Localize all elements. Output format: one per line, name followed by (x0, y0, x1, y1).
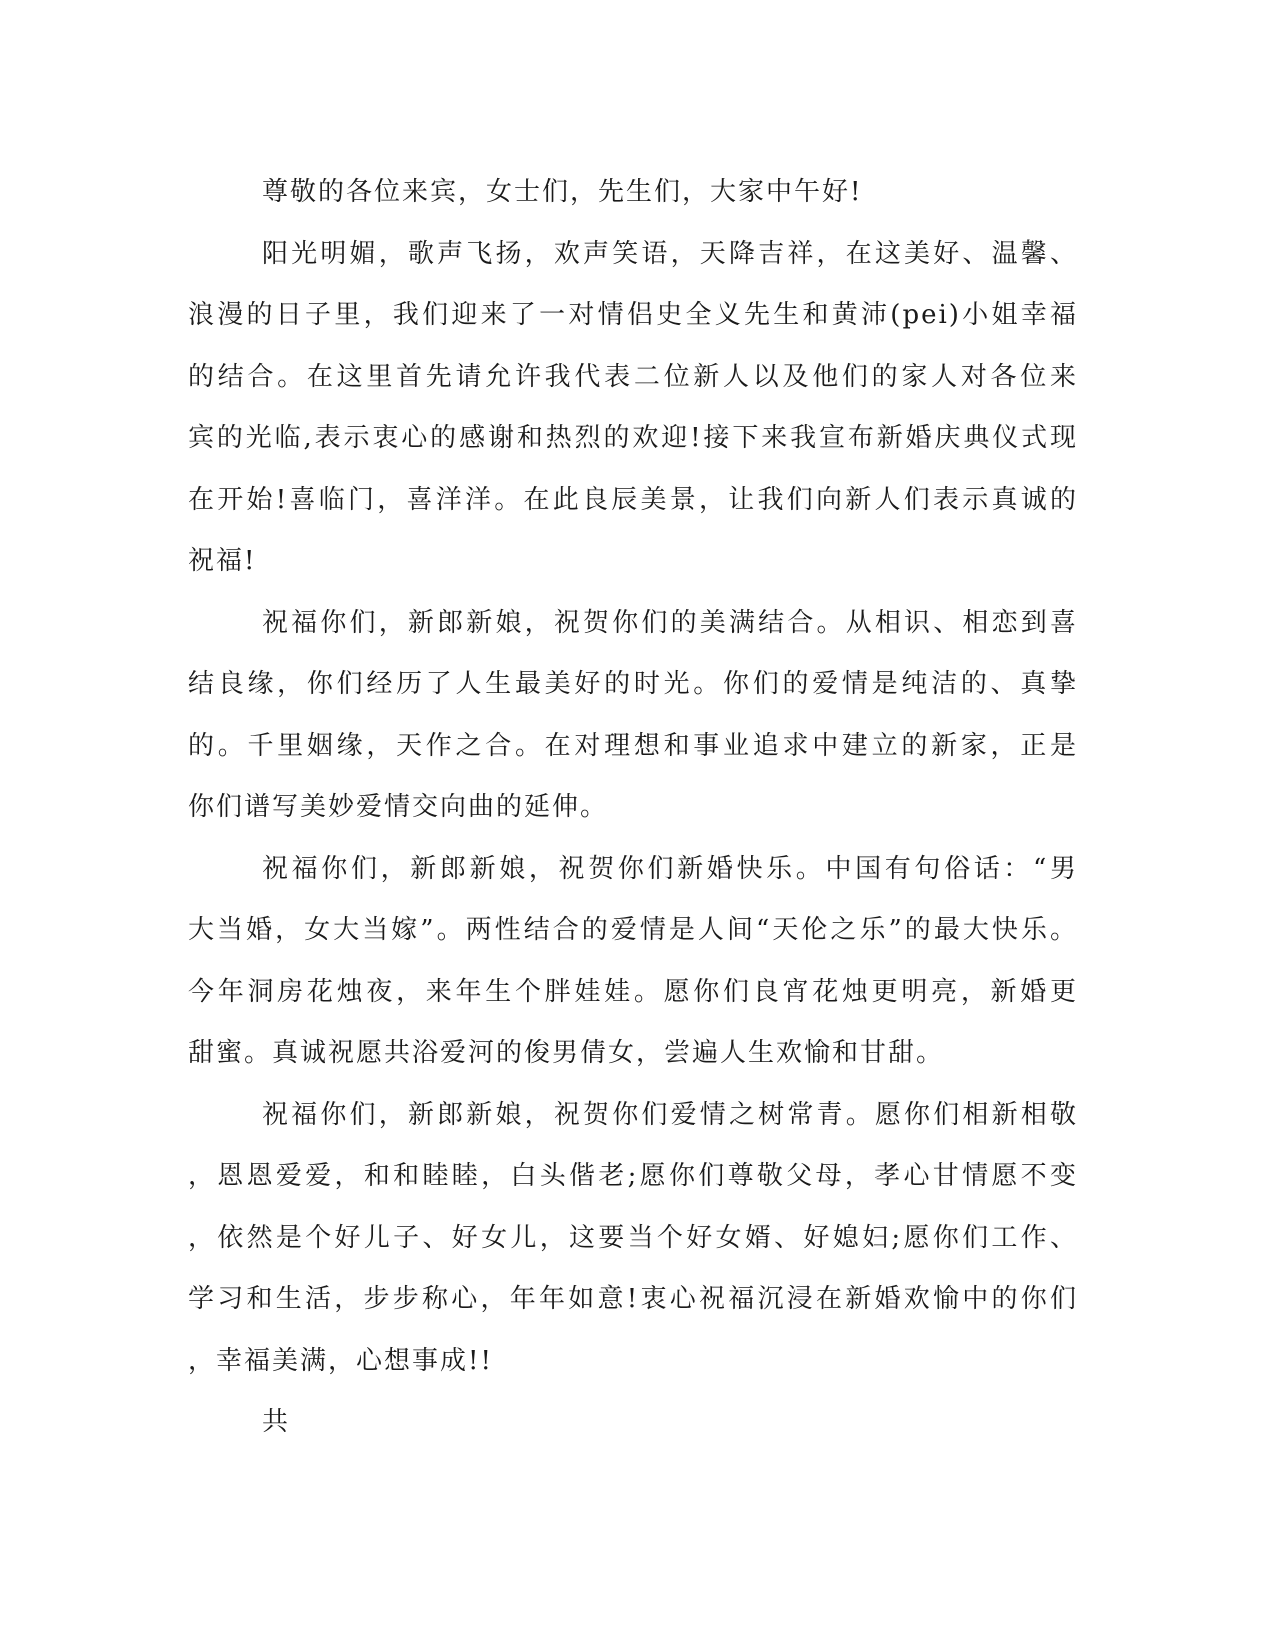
paragraph-1-line-1: 阳光明媚，歌声飞扬，欢声笑语，天降吉祥，在这美好、温馨、 (262, 238, 1078, 269)
paragraph-3-line-2: 大当婚，女大当嫁”。两性结合的爱情是人间“天伦之乐”的最大快乐。 (188, 915, 1078, 945)
paragraph-2-line-4: 你们谱写美妙爱情交向曲的延伸。 (188, 792, 609, 822)
paragraph-1-line-5: 在开始!喜临门，喜洋洋。在此良辰美景，让我们向新人们表示真诚的 (188, 484, 1078, 515)
document-body (188, 162, 1078, 1454)
paragraph-4-line-2: ，恩恩爱爱，和和睦睦，白头偕老;愿你们尊敬父母，孝心甘情愿不变 (188, 1161, 1078, 1191)
paragraph-4-line-3: ，依然是个好儿子、好女儿，这要当个好女婿、好媳妇;愿你们工作、 (188, 1222, 1078, 1253)
paragraph-4-line-4: 学习和生活，步步称心，年年如意!衷心祝福沉浸在新婚欢愉中的你们 (188, 1284, 1078, 1314)
paragraph-3-line-3: 今年洞房花烛夜，来年生个胖娃娃。愿你们良宵花烛更明亮，新婚更 (188, 976, 1078, 1007)
paragraph-1-line-2: 浪漫的日子里，我们迎来了一对情侣史全义先生和黄沛(pei)小姐幸福 (188, 300, 1078, 330)
paragraph-4-line-5: ，幸福美满，心想事成!! (188, 1345, 493, 1376)
paragraph-2-line-3: 的。千里姻缘，天作之合。在对理想和事业追求中建立的新家，正是 (188, 730, 1078, 761)
greeting-line: 尊敬的各位来宾，女士们，先生们，大家中午好! (262, 177, 863, 207)
paragraph-1-line-4: 宾的光临,表示衷心的感谢和热烈的欢迎!接下来我宣布新婚庆典仪式现 (188, 423, 1078, 453)
trailing-line: 共 (262, 1407, 291, 1437)
paragraph-4-line-1: 祝福你们，新郎新娘，祝贺你们爱情之树常青。愿你们相新相敬 (262, 1099, 1078, 1130)
paragraph-3-line-1: 祝福你们，新郎新娘，祝贺你们新婚快乐。中国有句俗话：“男 (262, 853, 1078, 884)
paragraph-1-line-3: 的结合。在这里首先请允许我代表二位新人以及他们的家人对各位来 (188, 361, 1078, 392)
paragraph-1-line-6: 祝福! (188, 546, 257, 576)
paragraph-3-line-4: 甜蜜。真诚祝愿共浴爱河的俊男倩女，尝遍人生欢愉和甘甜。 (188, 1038, 945, 1068)
paragraph-2-line-2: 结良缘，你们经历了人生最美好的时光。你们的爱情是纯洁的、真挚 (188, 669, 1078, 699)
paragraph-2-line-1: 祝福你们，新郎新娘，祝贺你们的美满结合。从相识、相恋到喜 (262, 607, 1078, 638)
